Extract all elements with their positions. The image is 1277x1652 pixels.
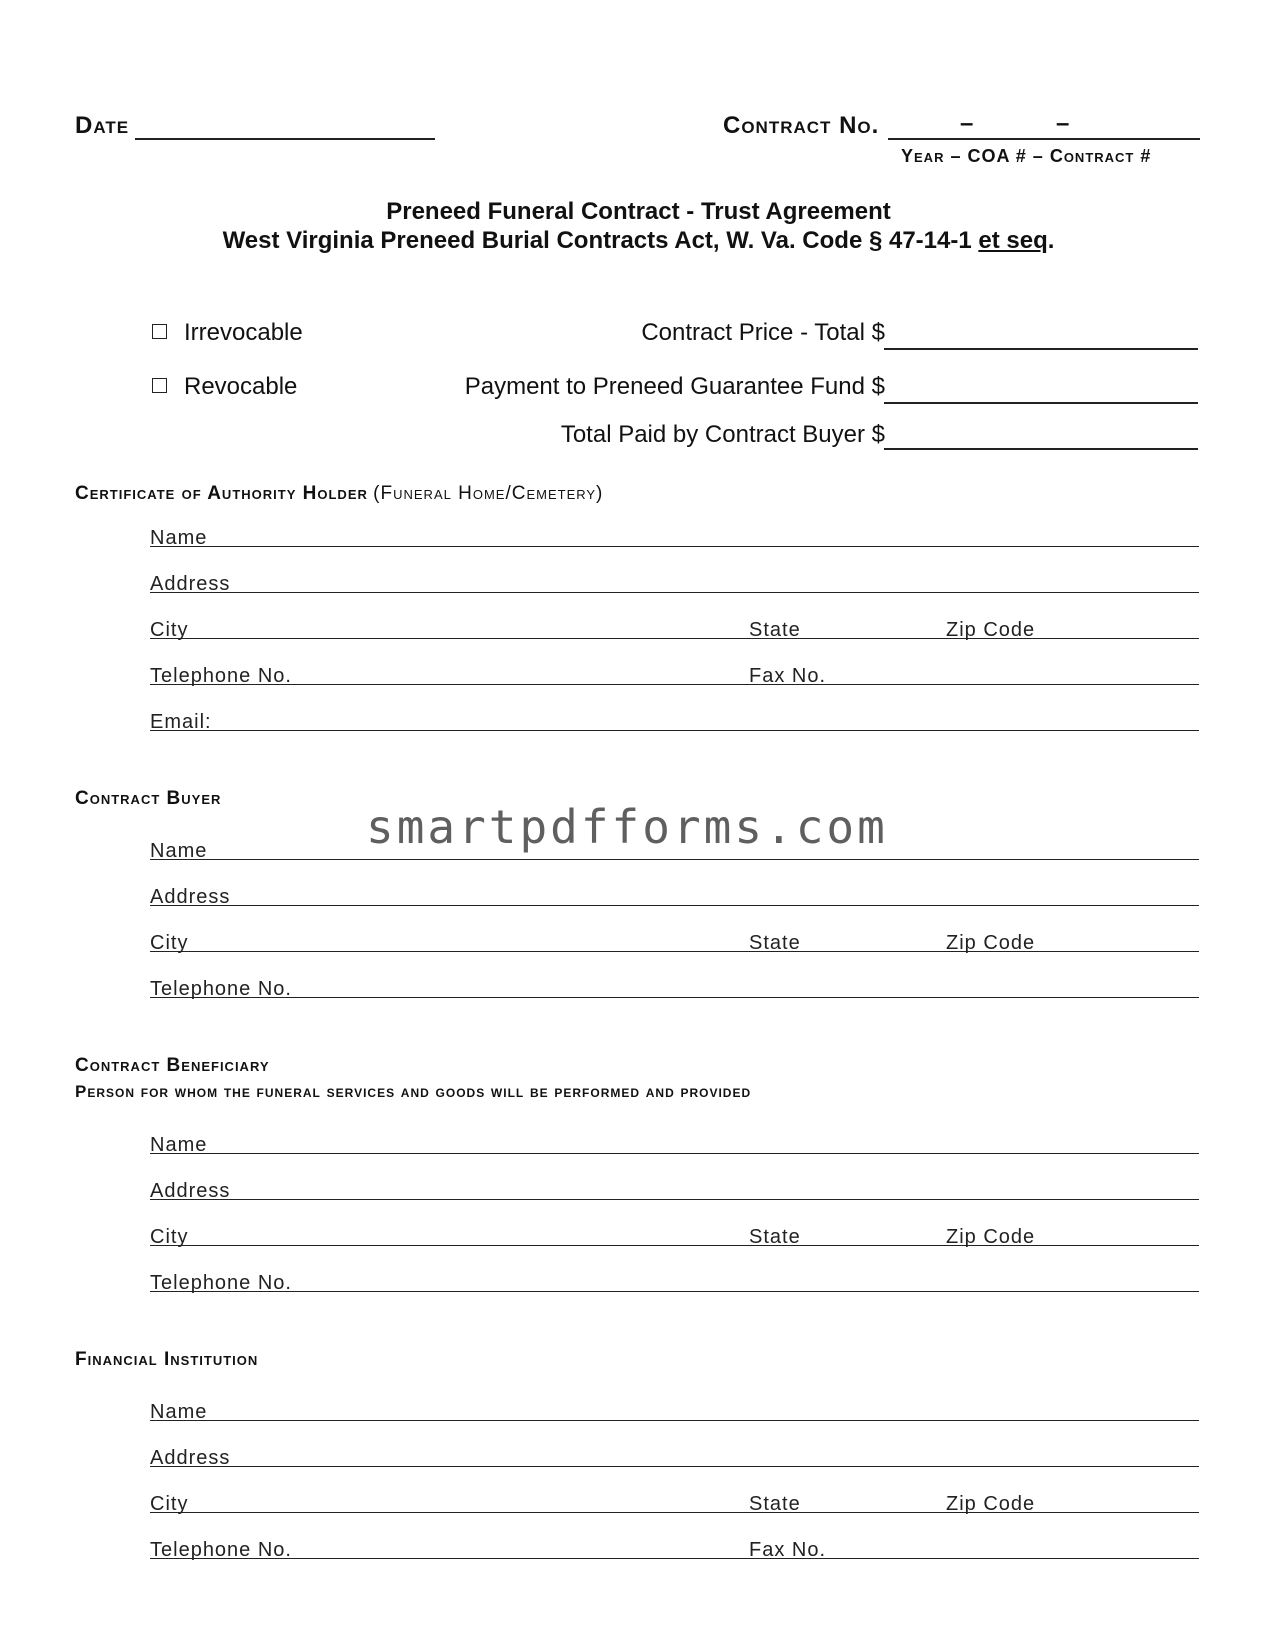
buyer-city-label: City: [150, 932, 189, 954]
financial-telephone-fax-field[interactable]: [150, 1558, 1199, 1559]
beneficiary-name-field[interactable]: [150, 1153, 1199, 1154]
beneficiary-subheading: Person for whom the funeral services and goods will be performed and provided: [75, 1082, 752, 1101]
buyer-name-field[interactable]: [150, 859, 1199, 860]
buyer-address-label: Address: [150, 886, 231, 908]
buyer-zip-label: Zip Code: [946, 932, 1036, 954]
subtitle-et-seq: et seq: [978, 227, 1048, 254]
financial-address-field[interactable]: [150, 1466, 1199, 1467]
coa-email-field[interactable]: [150, 730, 1199, 731]
guarantee-fund-field[interactable]: [884, 402, 1198, 404]
coa-city-label: City: [150, 619, 189, 641]
beneficiary-city-label: City: [150, 1226, 189, 1248]
contract-dash-1: –: [960, 110, 974, 137]
financial-name-label: Name: [150, 1401, 208, 1423]
beneficiary-address-field[interactable]: [150, 1199, 1199, 1200]
coa-zip-label: Zip Code: [946, 619, 1036, 641]
watermark-text: smartpdfforms.com: [366, 800, 888, 854]
form-title: Preneed Funeral Contract - Trust Agreement: [386, 198, 891, 225]
financial-zip-label: Zip Code: [946, 1493, 1036, 1515]
contract-dash-2: –: [1056, 110, 1070, 137]
irrevocable-label: Irrevocable: [184, 319, 303, 346]
buyer-telephone-label: Telephone No.: [150, 978, 292, 1000]
financial-fax-label: Fax No.: [749, 1539, 827, 1561]
coa-telephone-fax-field[interactable]: [150, 684, 1199, 685]
contract-no-sublabel: Year – COA # – Contract #: [901, 146, 1152, 166]
coa-holder-heading-sub: (Funeral Home/Cemetery): [373, 483, 604, 504]
coa-address-field[interactable]: [150, 592, 1199, 593]
coa-state-label: State: [749, 619, 801, 641]
coa-holder-heading-main: Certificate of Authority Holder: [75, 483, 368, 504]
coa-address-label: Address: [150, 573, 231, 595]
financial-city-label: City: [150, 1493, 189, 1515]
irrevocable-checkbox[interactable]: [152, 324, 167, 339]
financial-address-label: Address: [150, 1447, 231, 1469]
financial-name-field[interactable]: [150, 1420, 1199, 1421]
date-label: Date: [75, 112, 130, 139]
date-field[interactable]: [135, 138, 435, 140]
beneficiary-telephone-field[interactable]: [150, 1291, 1199, 1292]
coa-holder-heading: [75, 483, 603, 505]
subtitle-suffix: .: [1047, 227, 1055, 254]
coa-email-label: Email:: [150, 711, 212, 733]
beneficiary-zip-label: Zip Code: [946, 1226, 1036, 1248]
beneficiary-name-label: Name: [150, 1134, 208, 1156]
beneficiary-state-label: State: [749, 1226, 801, 1248]
financial-state-label: State: [749, 1493, 801, 1515]
financial-heading: Financial Institution: [75, 1349, 259, 1370]
coa-name-field[interactable]: [150, 546, 1199, 547]
coa-telephone-label: Telephone No.: [150, 665, 292, 687]
beneficiary-heading: Contract Beneficiary: [75, 1055, 270, 1076]
form-subtitle: [0, 227, 1277, 255]
buyer-telephone-field[interactable]: [150, 997, 1199, 998]
contract-price-field[interactable]: [884, 348, 1198, 350]
coa-fax-label: Fax No.: [749, 665, 827, 687]
contract-no-field[interactable]: [888, 138, 1200, 140]
coa-name-label: Name: [150, 527, 208, 549]
buyer-state-label: State: [749, 932, 801, 954]
buyer-heading: Contract Buyer: [75, 788, 222, 809]
buyer-name-label: Name: [150, 840, 208, 862]
coa-city-state-zip-field[interactable]: [150, 638, 1199, 639]
total-paid-field[interactable]: [884, 448, 1198, 450]
buyer-city-state-zip-field[interactable]: [150, 951, 1199, 952]
beneficiary-city-state-zip-field[interactable]: [150, 1245, 1199, 1246]
financial-telephone-label: Telephone No.: [150, 1539, 292, 1561]
beneficiary-address-label: Address: [150, 1180, 231, 1202]
total-paid-label: Total Paid by Contract Buyer $: [560, 421, 885, 448]
revocable-checkbox[interactable]: [152, 378, 167, 393]
subtitle-prefix: West Virginia Preneed Burial Contracts Act, W. Va. Code § 47-14-1: [222, 227, 979, 254]
contract-price-label: Contract Price - Total $: [641, 319, 885, 346]
beneficiary-telephone-label: Telephone No.: [150, 1272, 292, 1294]
guarantee-fund-label: Payment to Preneed Guarantee Fund $: [464, 373, 885, 400]
contract-no-label: Contract No.: [723, 112, 880, 139]
buyer-address-field[interactable]: [150, 905, 1199, 906]
financial-city-state-zip-field[interactable]: [150, 1512, 1199, 1513]
revocable-label: Revocable: [184, 373, 298, 400]
